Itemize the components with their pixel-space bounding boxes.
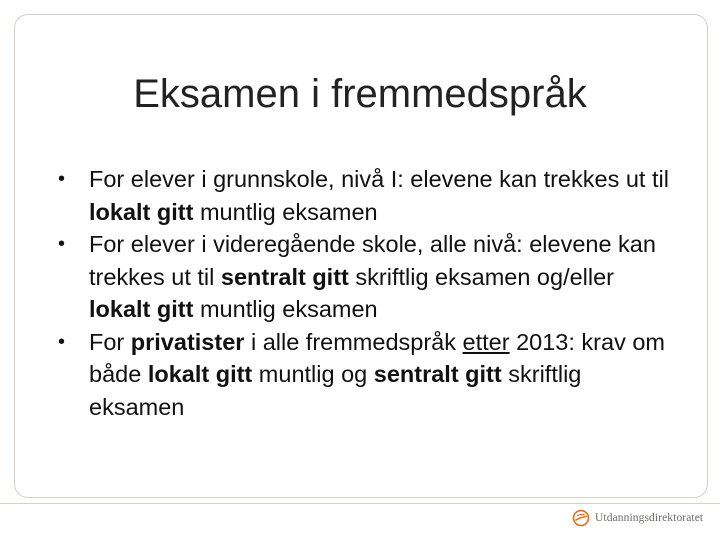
bullet-text-underlined: etter [462, 328, 510, 355]
bullet-text: 2013: krav om både [89, 328, 665, 387]
bullet-item-videregaende [58, 228, 678, 326]
bullet-text: muntlig eksamen [193, 296, 378, 322]
footer-logo [572, 508, 703, 528]
bullet-text: For elever i videregående skole, alle nivå: elevene kan trekkes ut til [89, 231, 656, 290]
slide-title: Eksamen i fremmedspråk [133, 72, 587, 116]
bullet-text-bold: lokalt gitt [89, 198, 194, 225]
footer-logo-text: Utdanningsdirektoratet [595, 512, 704, 524]
bullet-list [58, 163, 678, 423]
bullet-text: skriftlig eksamen [89, 361, 582, 420]
bullet-text: i alle fremmedspråk [244, 328, 463, 355]
bullet-text-bold: lokalt gitt [89, 296, 194, 322]
bullet-text-bold: sentralt gitt [220, 263, 349, 290]
bullet-dot: • [58, 330, 66, 353]
bullet-text: muntlig eksamen [193, 198, 378, 225]
bullet-text-bold: sentralt gitt [373, 361, 502, 387]
bullet-text-bold: privatister [130, 328, 245, 355]
utdanningsdirektoratet-logo-icon [572, 509, 590, 527]
bullet-item-grunnskole [58, 163, 678, 228]
bullet-item-privatister [58, 326, 678, 424]
bullet-dot: • [58, 233, 66, 255]
bullet-text: skriftlig eksamen og/eller [348, 263, 615, 290]
bullet-text: muntlig og [252, 361, 374, 387]
bullet-text: For [89, 328, 131, 355]
footer-divider [0, 503, 720, 504]
bullet-dot: • [58, 168, 66, 190]
bullet-text-bold: lokalt gitt [147, 361, 253, 387]
bullet-text: For elever i grunnskole, nivå I: elevene kan trekkes ut til [89, 166, 669, 192]
